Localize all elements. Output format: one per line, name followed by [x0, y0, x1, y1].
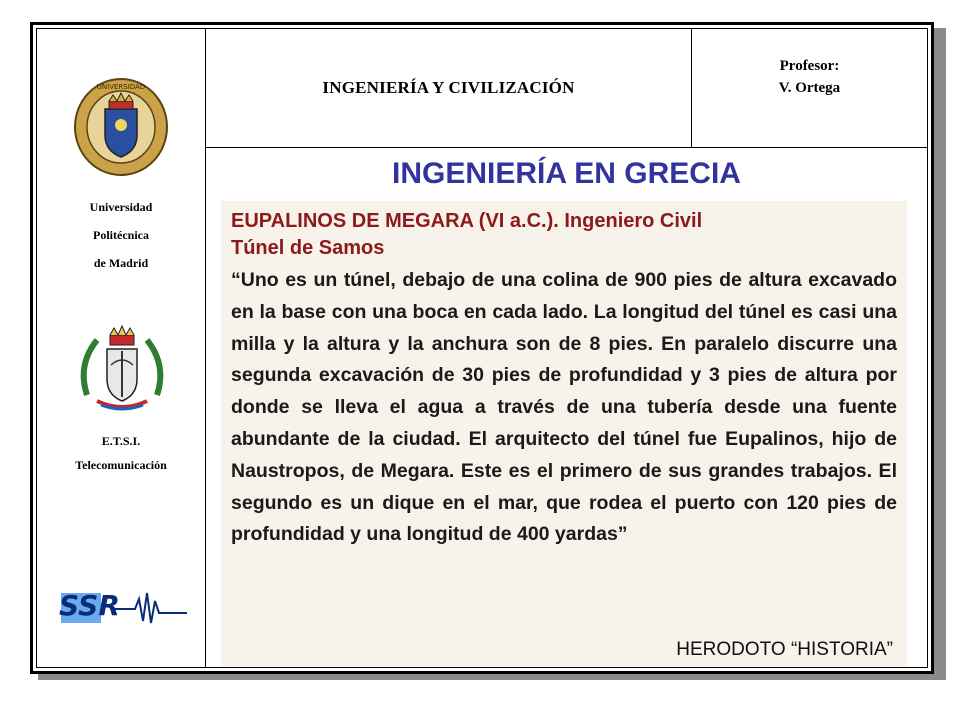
- upm-seal-icon: [73, 77, 169, 177]
- professor-name: V. Ortega: [778, 80, 841, 96]
- header-divider: [205, 147, 927, 148]
- slide-frame: [30, 22, 934, 674]
- etsi-coat-of-arms-icon: [77, 325, 167, 415]
- svg-text:SSR: SSR: [59, 589, 120, 622]
- school-line: E.T.S.I.: [101, 434, 141, 448]
- school-name: [37, 429, 205, 477]
- left-panel: [37, 29, 205, 667]
- professor-label: Profesor:: [779, 58, 840, 74]
- university-line: Universidad: [89, 200, 153, 214]
- university-line: Politécnica: [93, 228, 149, 242]
- slide-inner: [36, 28, 928, 668]
- university-name: [37, 193, 205, 277]
- course-title: INGENIERÍA Y CIVILIZACIÓN: [322, 78, 575, 97]
- content-heading: EUPALINOS DE MEGARA (VI a.C.). Ingeniero Civil: [231, 210, 703, 232]
- ssr-logo-icon: [53, 577, 193, 637]
- school-line: Telecomunicación: [75, 458, 167, 472]
- professor-box: [692, 55, 927, 99]
- content-subheading: Túnel de Samos: [231, 237, 385, 259]
- svg-text:UNIVERSIDAD: UNIVERSIDAD: [96, 83, 146, 91]
- university-line: de Madrid: [93, 256, 149, 270]
- quote-text: “Uno es un túnel, debajo de una colina de 900 pies de altura excavado en la base con una boca en cada lado. La longitud del túnel es casi una milla y la altura y la anchura son de 8 pies. En paralelo discurre una segunda excavación de 30 pies de profundidad y 3 pies de altura por donde se lleva el agua a través de una tubería desde una fuente abundante de la ciudad. El arquitecto del túnel fue Eupalinos, hijo de Naustropos, de Megara. Este es el primero de sus grandes trabajos. El segundo es un dique en el mar, que rodea el puerto con 120 pies de profundidad y una longitud de 400 yardas”: [231, 269, 897, 546]
- content-box: [221, 201, 907, 667]
- quote-source: HERODOTO “HISTORIA”: [676, 639, 893, 660]
- slide-title: INGENIERÍA EN GRECIA: [392, 157, 741, 190]
